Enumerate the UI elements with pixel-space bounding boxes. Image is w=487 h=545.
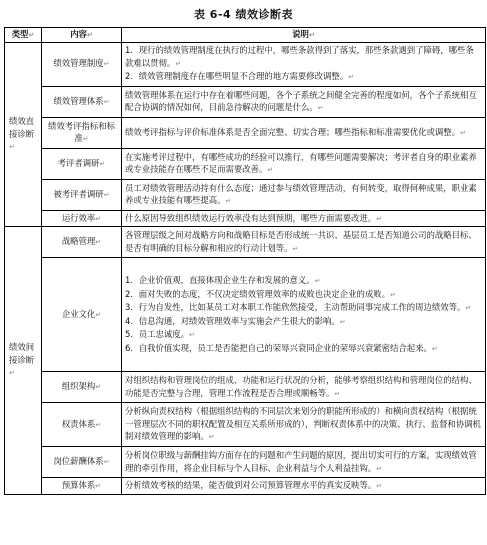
table-title: 表 6-4 绩效诊断表	[193, 8, 294, 21]
table-row	[5, 372, 486, 403]
content-cell: 组织架构↵	[42, 372, 122, 403]
content-cell: 预算体系↵	[42, 478, 122, 495]
table-row	[5, 258, 486, 372]
description-cell: 绩效管理体系在运行中存在着哪些问题，各个子系统之间健全完善的程度如何，各个子系统相互配合协调的情况如何，目前急待解决的问题是什么。↵	[122, 86, 486, 117]
table-row	[5, 403, 486, 447]
type-indirect: 绩效间接诊断↵	[5, 227, 42, 495]
diagnosis-table	[4, 27, 486, 495]
table-row	[5, 86, 486, 117]
content-cell: 运行效率↵	[42, 210, 122, 227]
content-cell: 考评者调研↵	[42, 148, 122, 179]
description-cell: 1．企业价值观，直接体现企业生存和发展的意义。↵ 2．面对失败的态度，不仅决定绩效管理效率的成败也决定企业的成败。↵ 3．行为自发性，比如某员工对本职工作能欣然接受，主动帮助同事完成工作的周边绩效等。↵ 4．信息沟通，对绩效管理效率与实施会产生很大的影响。↵ 5．员工忠诚度。↵ 6．自我价值实现，员工是否能把自己的荣辱兴衰同企业的荣辱兴衰紧密结合起来。↵	[122, 258, 486, 372]
header-type: 类型↵	[5, 28, 42, 43]
table-row	[5, 117, 486, 148]
description-cell: 绩效考评指标与评价标准体系是否全面完整、切实合理；哪些指标和标准需要优化或调整。↵	[122, 117, 486, 148]
table-row	[5, 478, 486, 495]
content-cell: 战略管理↵	[42, 227, 122, 258]
content-cell: 被考评者调研↵	[42, 179, 122, 210]
description-cell: 分析岗位职级与薪酬挂钩方面存在的问题和产生问题的原因，提出切实可行的方案，实现绩效管理的牵引作用，将企业目标与个人目标、企业利益与个人利益挂钩。↵	[122, 447, 486, 478]
header-description: 说明↵	[122, 28, 486, 43]
table-row	[5, 148, 486, 179]
content-cell: 绩效管理体系↵	[42, 86, 122, 117]
type-direct: 绩效直接诊断↵	[5, 42, 42, 227]
description-cell: 分析纵向责权结构（根据组织结构的不同层次来划分的职能所形成的）和横向责权结构（根据统一管理层次不同的职权配置及相互关系所形成的），判断权责体系中的决策、执行、监督和协调机制对绩效管理的影响。↵	[122, 403, 486, 447]
content-cell: 绩效考评指标和标准↵	[42, 117, 122, 148]
content-cell: 绩效管理制度↵	[42, 42, 122, 86]
description-cell: 1．现行的绩效管理制度在执行的过程中，哪些条款得到了落实，那些条款遇到了障碍，哪些条款难以贯彻。↵ 2．绩效管理制度存在哪些明显不合理的地方需要修改调整。↵	[122, 42, 486, 86]
description-cell: 对组织结构和管理岗位的组成、功能和运行状况的分析，能够考察组织结构和管理岗位的结构、功能是否完整与合理，管理工作流程是否合理或顺畅等。↵	[122, 372, 486, 403]
table-row	[5, 42, 486, 86]
header-content: 内容↵	[42, 28, 122, 43]
content-cell: 权责体系↵	[42, 403, 122, 447]
description-cell: 各管理层级之间对战略方向和战略目标是否形成统一共识、基层员工是否知道公司的战略目标、是否有明确的目标分解和相应的行动计划等。↵	[122, 227, 486, 258]
header-row	[5, 28, 486, 43]
description-cell: 分析绩效考核的结果，能否做到对公司预算管理水平的真实反映等。↵	[122, 478, 486, 495]
content-cell: 企业文化↵	[42, 258, 122, 372]
content-cell: 岗位薪酬体系↵	[42, 447, 122, 478]
table-row	[5, 227, 486, 258]
table-row	[5, 210, 486, 227]
description-cell: 什么原因导致组织绩效运行效率没有达到预期，哪些方面需要改进。↵	[122, 210, 486, 227]
table-row	[5, 447, 486, 478]
description-cell: 在实施考评过程中，有哪些成功的经验可以推行，有哪些问题需要解决；考评者自身的职业素养或专业技能存在哪些不足而需要改善。↵	[122, 148, 486, 179]
description-cell: 员工对绩效管理活动持有什么态度；通过参与绩效管理活动，有何转变，取得何种成果，职业素养或专业技能有哪些提高。↵	[122, 179, 486, 210]
table-row	[5, 179, 486, 210]
